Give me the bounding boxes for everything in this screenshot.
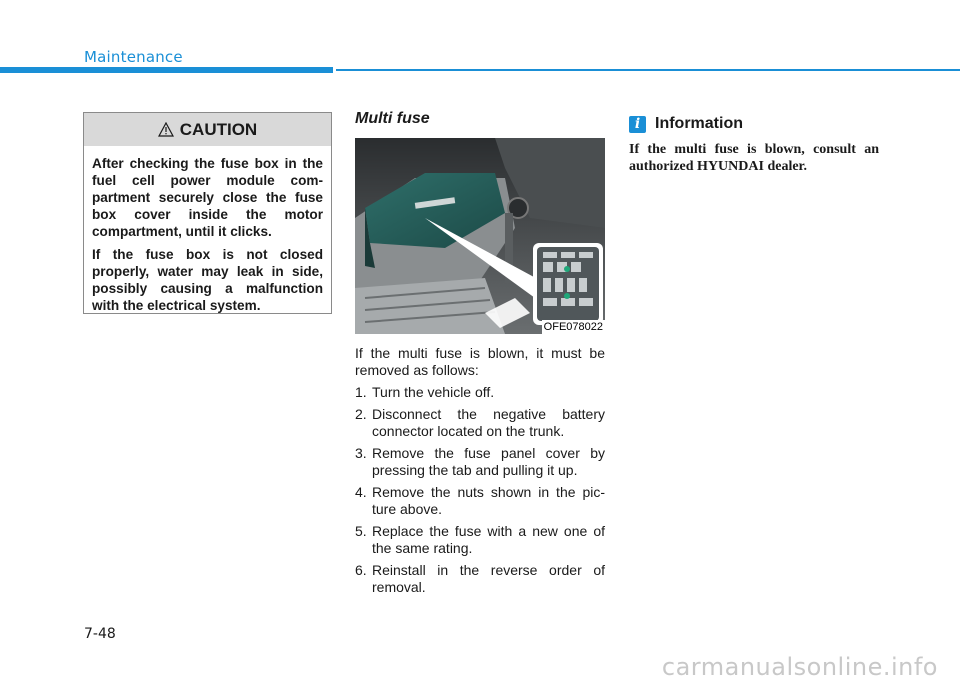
- information-section: [629, 115, 879, 175]
- multi-fuse-title: Multi fuse: [355, 110, 430, 127]
- step-text: Reinstall in the reverse order of removal.: [372, 562, 605, 595]
- fuse-box-illustration: [355, 138, 605, 334]
- step-item: [355, 484, 605, 518]
- multi-fuse-intro: If the multi fuse is blown, it must be removed as follows:: [355, 345, 605, 378]
- section-label: Maintenance: [84, 48, 183, 66]
- step-item: [355, 445, 605, 479]
- header-rule-thick: [0, 67, 333, 73]
- step-number: 1.: [355, 384, 367, 400]
- caution-paragraph-2: If the fuse box is not closed properly, water may leak in side, possibly causing a malfunction with the electrical system.: [92, 247, 323, 313]
- caution-title: CAUTION: [179, 119, 258, 139]
- step-text: Disconnect the negative battery connector located on the trunk.: [372, 406, 605, 439]
- information-header: [629, 115, 879, 133]
- caution-body: [84, 146, 331, 314]
- step-text: Replace the fuse with a new one of the same rating.: [372, 523, 605, 556]
- engine-bay-image: [355, 138, 605, 334]
- step-item: [355, 384, 605, 401]
- information-title: Information: [655, 115, 743, 132]
- multi-fuse-section: [355, 110, 605, 601]
- multi-fuse-text: [355, 345, 605, 596]
- step-number: 4.: [355, 484, 367, 500]
- step-text: Remove the nuts shown in the pic-ture above.: [372, 484, 605, 517]
- step-item: [355, 406, 605, 440]
- step-number: 5.: [355, 523, 367, 539]
- caution-box: [83, 112, 332, 314]
- step-item: [355, 562, 605, 596]
- step-number: 2.: [355, 406, 367, 422]
- warning-triangle-icon: [158, 122, 174, 137]
- watermark[interactable]: carmanualsonline.info: [661, 653, 938, 681]
- information-body: If the multi fuse is blown, consult an authorized HYUNDAI dealer.: [629, 142, 879, 174]
- steps-list: [355, 384, 605, 596]
- step-item: [355, 523, 605, 557]
- caution-paragraph-1: After checking the fuse box in the fuel cell power module com-partment securely close the fuse box cover inside the motor compartment, until it clicks.: [92, 156, 323, 239]
- header-rule-thin: [336, 69, 960, 71]
- step-text: Turn the vehicle off.: [372, 384, 495, 400]
- step-text: Remove the fuse panel cover by pressing the tab and pulling it up.: [372, 445, 605, 478]
- caution-header: [84, 113, 331, 146]
- step-number: 6.: [355, 562, 367, 578]
- figure-code: OFE078022: [543, 321, 603, 333]
- step-number: 3.: [355, 445, 367, 461]
- information-icon: i: [629, 116, 646, 133]
- page-number: 7-48: [84, 626, 116, 642]
